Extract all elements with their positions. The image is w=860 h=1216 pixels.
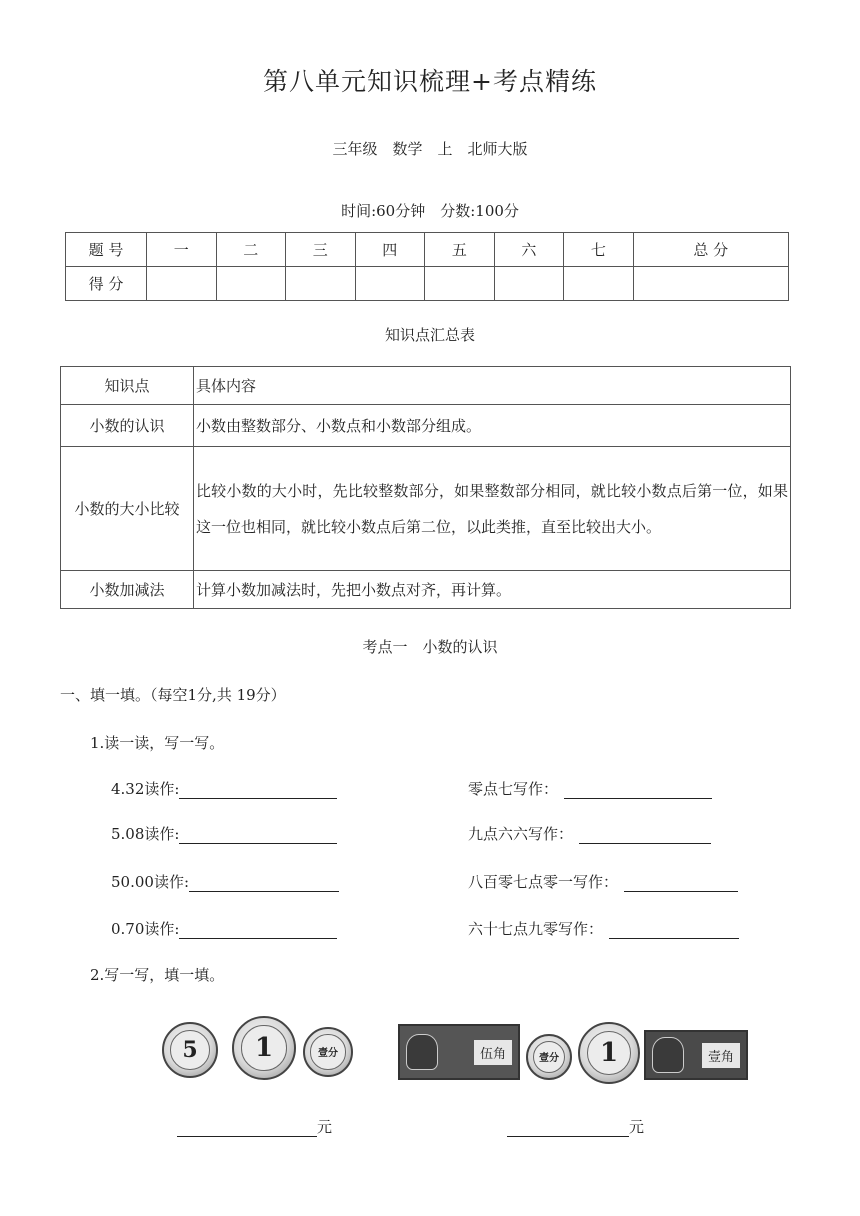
unit-label: 元	[317, 1118, 333, 1136]
knowledge-point: 小数的大小比较	[61, 447, 194, 571]
knowledge-table	[60, 366, 791, 609]
unit-label: 元	[629, 1118, 645, 1136]
fill-item	[468, 918, 739, 939]
score-table-score-row	[66, 267, 789, 301]
portrait-icon	[406, 1034, 438, 1070]
score-header-cell: 三	[286, 233, 356, 267]
fill-prompt: 50.00读作:	[111, 873, 189, 891]
fill-prompt: 5.08读作:	[111, 825, 180, 843]
score-header-cell: 七	[564, 233, 634, 267]
knowledge-content: 小数由整数部分、小数点和小数部分组成。	[194, 405, 791, 447]
knowledge-header-row	[61, 367, 791, 405]
coin-face: 壹分	[310, 1034, 345, 1069]
knowledge-row	[61, 571, 791, 609]
knowledge-header-content: 具体内容	[194, 367, 791, 405]
score-header-cell: 总 分	[633, 233, 788, 267]
knowledge-row	[61, 405, 791, 447]
section-heading: 考点一 小数的认识	[362, 638, 498, 656]
question-2-heading: 2.写一写，填一填。	[90, 966, 225, 984]
question-1-heading: 1.读一读，写一写。	[90, 734, 225, 752]
portrait-icon	[652, 1037, 684, 1073]
part-heading: 一、填一填。（每空1分,共 19分）	[60, 686, 286, 704]
score-cell[interactable]	[147, 267, 217, 301]
score-cell[interactable]	[355, 267, 425, 301]
answer-blank[interactable]	[179, 920, 337, 939]
answer-blank[interactable]	[564, 780, 712, 799]
one-jiao-note-icon	[644, 1030, 748, 1080]
score-header-cell: 二	[216, 233, 286, 267]
score-header-cell: 四	[355, 233, 425, 267]
fill-prompt: 九点六六写作：	[468, 825, 574, 843]
summary-title: 知识点汇总表	[384, 326, 475, 344]
knowledge-header-point: 知识点	[61, 367, 194, 405]
knowledge-point: 小数的认识	[61, 405, 194, 447]
score-header-cell: 一	[147, 233, 217, 267]
knowledge-row	[61, 447, 791, 571]
answer-blank[interactable]	[179, 780, 337, 799]
time-info: 时间:60分钟 分数:100分	[341, 202, 519, 220]
coin-face: 1	[587, 1031, 631, 1075]
fill-prompt: 八百零七点零一写作：	[468, 873, 619, 891]
score-cell[interactable]	[286, 267, 356, 301]
score-header-cell: 六	[494, 233, 564, 267]
answer-blank[interactable]	[189, 873, 339, 892]
coin-face: 壹分	[533, 1041, 565, 1073]
fill-item	[111, 918, 337, 939]
money-answer-right	[507, 1116, 644, 1137]
score-header-cell: 题 号	[66, 233, 147, 267]
page-subtitle: 三年级 数学 上 北师大版	[332, 140, 528, 158]
score-table-header-row	[66, 233, 789, 267]
coin-face: 1	[241, 1025, 286, 1070]
score-cell[interactable]	[216, 267, 286, 301]
one-yuan-coin-icon	[232, 1016, 296, 1080]
fill-prompt: 六十七点九零写作：	[468, 920, 604, 938]
answer-blank[interactable]	[579, 825, 711, 844]
answer-blank[interactable]	[179, 825, 337, 844]
page-title: 第八单元知识梳理+考点精练	[263, 67, 597, 96]
money-answer-left	[177, 1116, 332, 1137]
score-cell[interactable]	[633, 267, 788, 301]
answer-blank[interactable]	[609, 920, 739, 939]
note-value: 伍角	[474, 1040, 512, 1065]
one-fen-coin-icon	[303, 1027, 353, 1077]
answer-blank[interactable]	[177, 1118, 317, 1137]
score-header-cell: 五	[425, 233, 495, 267]
one-fen-coin-icon	[526, 1034, 572, 1080]
score-cell[interactable]	[494, 267, 564, 301]
fill-item	[111, 871, 339, 892]
knowledge-point: 小数加减法	[61, 571, 194, 609]
five-jiao-coin-icon	[162, 1022, 218, 1078]
fill-item	[111, 823, 337, 844]
fill-item	[468, 871, 738, 892]
score-cell[interactable]	[425, 267, 495, 301]
knowledge-content: 比较小数的大小时，先比较整数部分，如果整数部分相同，就比较小数点后第一位，如果这一位也相同，就比较小数点后第二位，以此类推，直至比较出大小。	[194, 447, 791, 571]
knowledge-content: 计算小数加减法时，先把小数点对齐，再计算。	[194, 571, 791, 609]
note-value: 壹角	[702, 1043, 740, 1068]
score-table	[65, 232, 789, 301]
five-jiao-note-icon	[398, 1024, 520, 1080]
fill-prompt: 4.32读作:	[111, 780, 180, 798]
fill-prompt: 零点七写作：	[468, 780, 559, 798]
one-yuan-coin-icon	[578, 1022, 640, 1084]
coin-face: 5	[170, 1030, 209, 1069]
fill-item	[111, 778, 337, 799]
fill-item	[468, 778, 712, 799]
score-row-label: 得 分	[66, 267, 147, 301]
fill-prompt: 0.70读作:	[111, 920, 180, 938]
score-cell[interactable]	[564, 267, 634, 301]
answer-blank[interactable]	[624, 873, 738, 892]
fill-item	[468, 823, 711, 844]
answer-blank[interactable]	[507, 1118, 629, 1137]
